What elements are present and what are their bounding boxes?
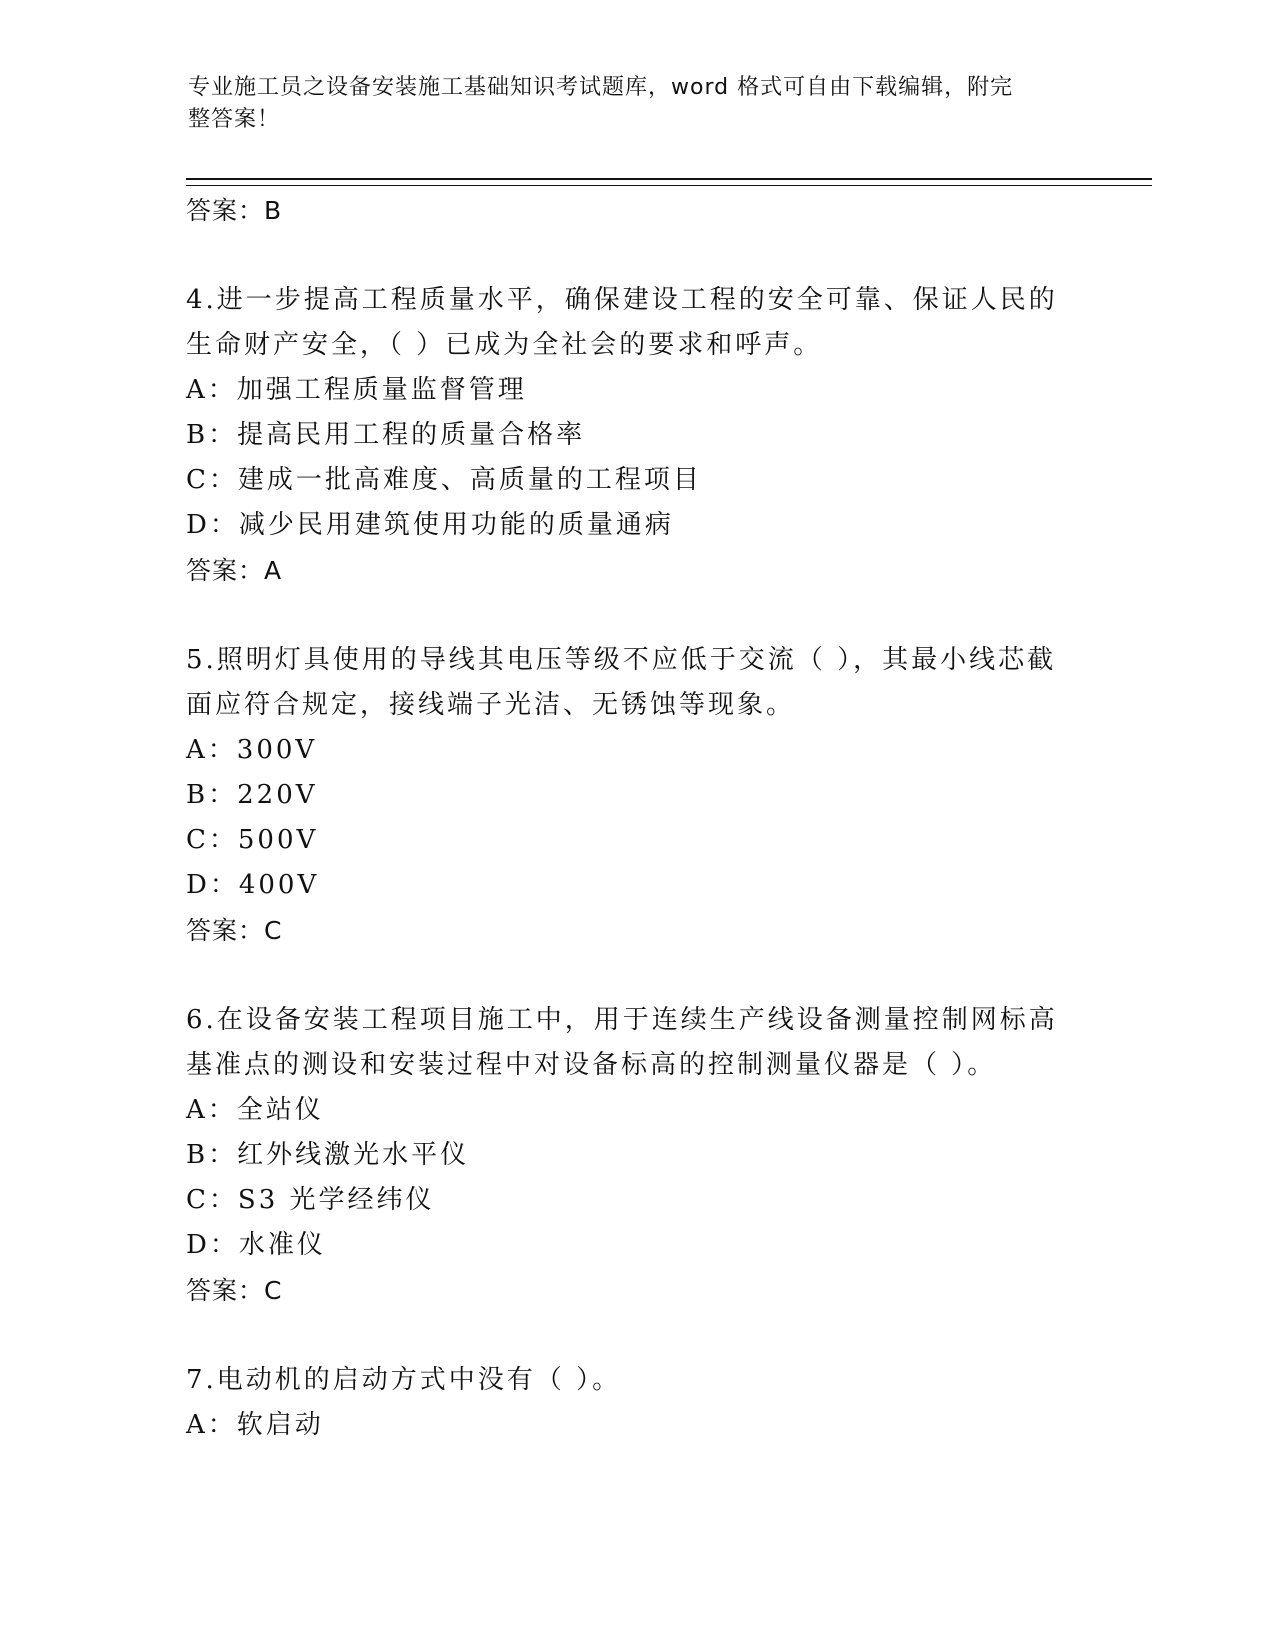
option-a: A：全站仪: [186, 1095, 324, 1125]
option-d: D：400V: [186, 870, 320, 900]
page-header: [188, 72, 1068, 136]
option-b: B：提高民用工程的质量合格率: [186, 420, 586, 450]
header-line-2: 整答案！: [188, 107, 281, 132]
answer-line: 答案：C: [186, 916, 283, 945]
answer-line: 答案：A: [186, 556, 283, 585]
question-text: 生命财产安全，（ ）已成为全社会的要求和呼声。: [186, 330, 823, 360]
option-b: B：红外线激光水平仪: [186, 1140, 470, 1170]
option-c: C：500V: [186, 825, 319, 855]
answer-line: 答案：B: [186, 196, 283, 225]
header-divider: [186, 178, 1152, 186]
document-body: [186, 188, 1086, 1448]
question-5: [186, 638, 1086, 953]
option-a: A：软启动: [186, 1410, 324, 1440]
option-a: A：加强工程质量监督管理: [186, 375, 527, 405]
option-b: B：220V: [186, 780, 318, 810]
option-d: D：水准仪: [186, 1230, 326, 1260]
question-text: 5.照明灯具使用的导线其电压等级不应低于交流（ ），其最小线芯截: [186, 645, 1057, 675]
question-text: 6.在设备安装工程项目施工中，用于连续生产线设备测量控制网标高: [186, 1005, 1058, 1035]
question-text: 面应符合规定，接线端子光洁、无锈蚀等现象。: [186, 690, 796, 720]
header-line-1: 专业施工员之设备安装施工基础知识考试题库，word 格式可自由下载编辑，附完: [188, 75, 1014, 100]
question-7: [186, 1358, 1086, 1448]
option-d: D：减少民用建筑使用功能的质量通病: [186, 510, 674, 540]
option-a: A：300V: [186, 735, 318, 765]
question-6: [186, 998, 1086, 1313]
question-text: 7.电动机的启动方式中没有（ ）。: [186, 1365, 622, 1395]
answer-line: 答案：C: [186, 1276, 283, 1305]
option-c: C：S3 光学经纬仪: [186, 1185, 435, 1215]
option-c: C：建成一批高难度、高质量的工程项目: [186, 465, 702, 495]
question-text: 基准点的测设和安装过程中对设备标高的控制测量仪器是（ ）。: [186, 1050, 997, 1080]
question-4: [186, 278, 1086, 593]
question-text: 4.进一步提高工程质量水平，确保建设工程的安全可靠、保证人民的: [186, 285, 1058, 315]
